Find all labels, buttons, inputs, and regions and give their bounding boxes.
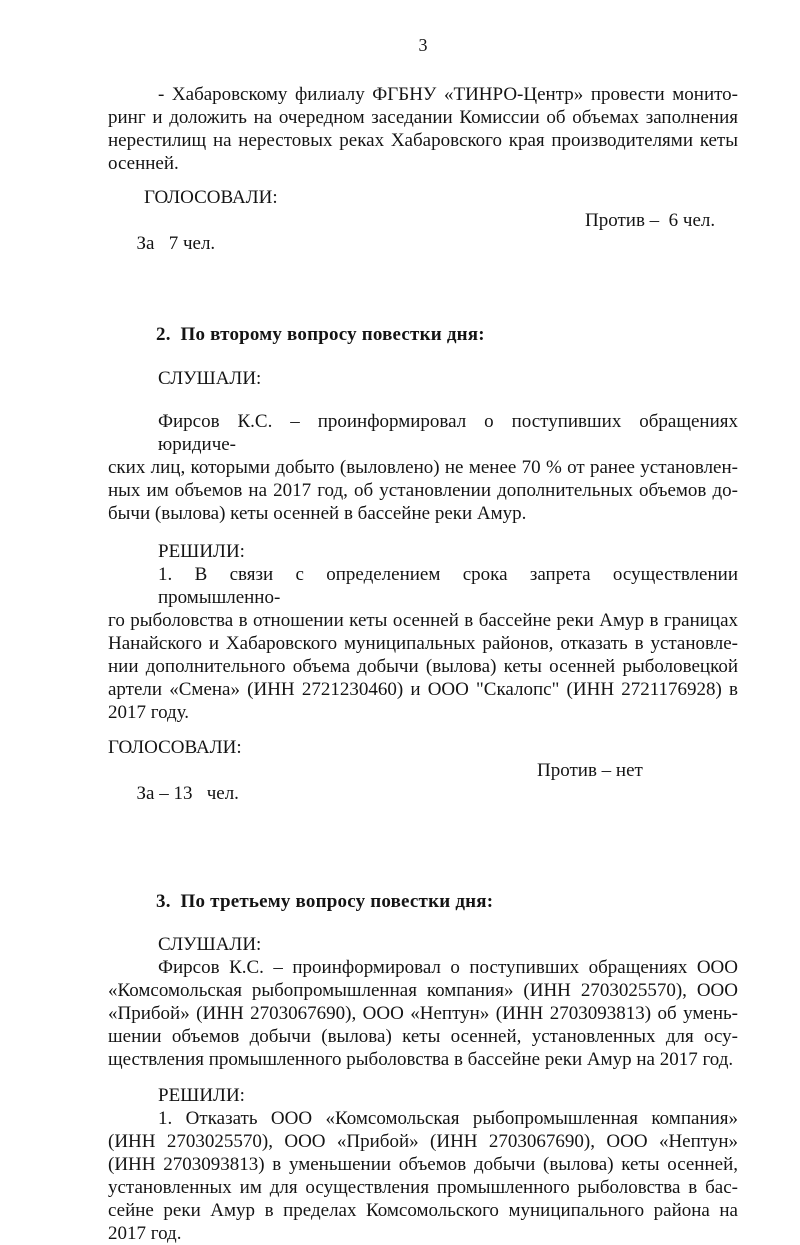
paragraph-line: ринг и доложить на очередном заседании Комиссии об объемах заполнения	[108, 107, 738, 128]
paragraph-line: бычи (вылова) кеты осенней в бассейне реки Амур.	[108, 503, 527, 524]
vote-against-count: Против – нет	[537, 760, 643, 781]
paragraph-line: Фирсов К.С. – проинформировал о поступивших обращениях юридиче-	[158, 411, 738, 455]
paragraph-line: 1. В связи с определением срока запрета осуществлении промышленно-	[158, 564, 738, 608]
voting-label: ГОЛОСОВАЛИ:	[144, 187, 278, 208]
voting-row	[108, 759, 738, 851]
paragraph-line: артели «Смена» (ИНН 2721230460) и ООО "Скалопс" (ИНН 2721176928) в	[108, 679, 738, 700]
paragraph-line: установленных им для осуществления промышленного рыболовства в бас-	[108, 1177, 738, 1198]
document-content	[108, 0, 738, 1245]
paragraph-line: нии дополнительного объема добычи (вылова) кеты осенней рыболовецкой	[108, 656, 738, 677]
paragraph-line: ных им объемов на 2017 год, об установлении дополнительных объемов до-	[108, 480, 738, 501]
voting-row	[108, 209, 738, 301]
paragraph-line: Фирсов К.С. – проинформировал о поступивших обращениях ООО	[158, 957, 738, 978]
paragraph-line: ществления промышленного рыболовства в бассейне реки Амур на 2017 год.	[108, 1049, 734, 1070]
resolution-paragraph-1	[108, 83, 738, 175]
paragraph-line: нерестилищ на нерестовых реках Хабаровского края производителями кеты	[108, 130, 738, 151]
paragraph-line: - Хабаровскому филиалу ФГБНУ «ТИНРО-Центр» провести монито-	[158, 84, 738, 105]
page-number: 3	[418, 35, 428, 55]
paragraph-line: го рыболовства в отношении кеты осенней в бассейне реки Амур в границах	[108, 610, 738, 631]
paragraph-line: 2017 году.	[108, 702, 190, 723]
paragraph-line: «Комсомольская рыбопромышленная компания» (ИНН 2703025570), ООО	[108, 980, 738, 1001]
paragraph-line: 1. Отказать ООО «Комсомольская рыбопромышленная компания»	[158, 1108, 738, 1129]
voting-label: ГОЛОСОВАЛИ:	[108, 737, 242, 758]
decided-paragraph-2	[108, 563, 738, 724]
decided-label: РЕШИЛИ:	[158, 1085, 245, 1106]
paragraph-line: «Прибой» (ИНН 2703067690), ООО «Нептун» (ИНН 2703093813) об умень-	[108, 1003, 738, 1024]
paragraph-line: сейне реки Амур в пределах Комсомольского муниципального района на	[108, 1200, 738, 1221]
decided-paragraph-3	[108, 1107, 738, 1245]
paragraph-line: шении объемов добычи (вылова) кеты осенней, установленных для осу-	[108, 1026, 738, 1047]
section-3-heading: 3. По третьему вопросу повестки дня:	[156, 891, 494, 912]
paragraph-line: (ИНН 2703025570), ООО «Прибой» (ИНН 2703067690), ООО «Нептун»	[108, 1131, 738, 1152]
vote-for-count: За – 13 чел.	[136, 783, 239, 804]
heard-label: СЛУШАЛИ:	[158, 934, 262, 955]
section-2-heading: 2. По второму вопросу повестки дня:	[156, 324, 485, 345]
paragraph-line: Нанайского и Хабаровского муниципальных районов, отказать в установле-	[108, 633, 738, 654]
paragraph-line: осенней.	[108, 153, 179, 174]
vote-for-count: За 7 чел.	[136, 233, 216, 254]
paragraph-line: (ИНН 2703093813) в уменьшении объемов добычи (вылова) кеты осенней,	[108, 1154, 738, 1175]
heard-paragraph-2	[108, 410, 738, 525]
vote-against-count: Против – 6 чел.	[585, 210, 716, 231]
decided-label: РЕШИЛИ:	[158, 541, 245, 562]
paragraph-line: ских лиц, которыми добыто (выловлено) не менее 70 % от ранее установлен-	[108, 457, 738, 478]
heard-label: СЛУШАЛИ:	[158, 368, 262, 389]
paragraph-line: 2017 год.	[108, 1223, 182, 1244]
heard-paragraph-3	[108, 956, 738, 1071]
